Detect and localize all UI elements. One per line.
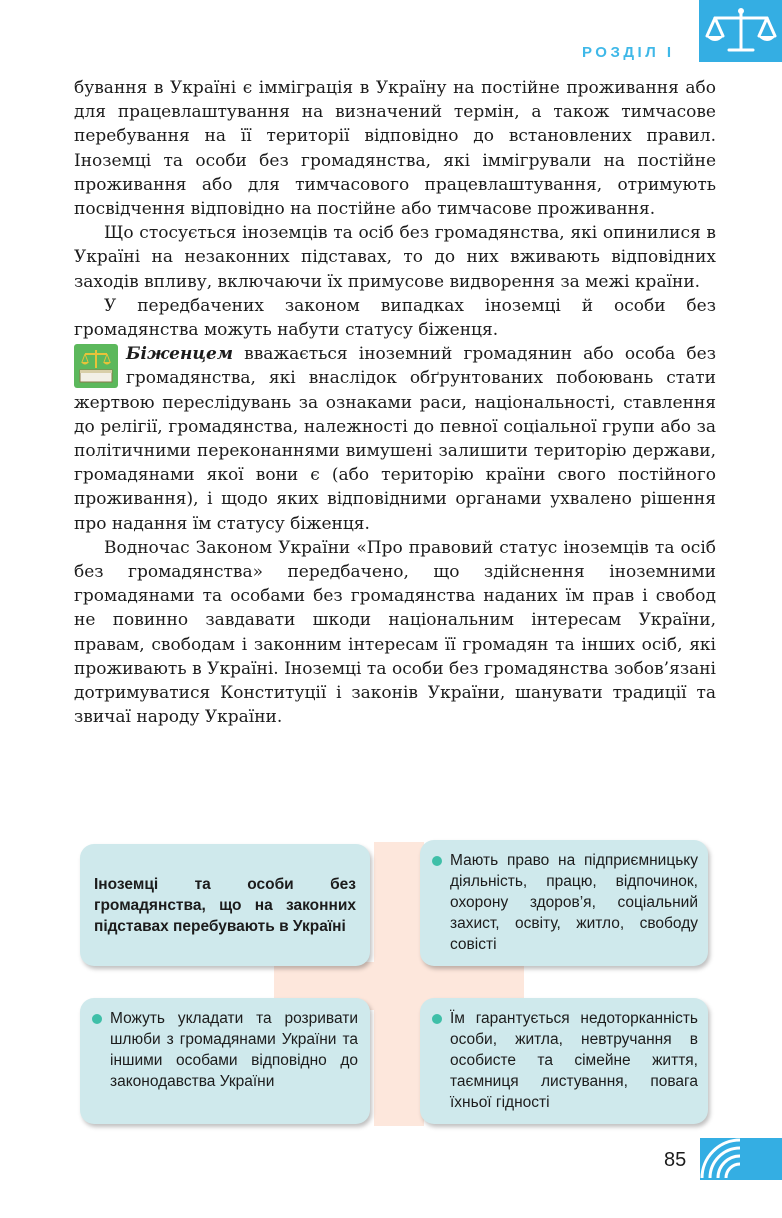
diagram-center-title: Іноземці та особи без громадянства, що на законних підставах перебувають в Україні [80,844,370,966]
header-tab [699,0,782,62]
diagram-box-guarantees: Їм гарантується недоторканність особи, житла, невтручання в особисте та сімейне життя, таємниця листування, повага їхньої гідності [420,998,708,1124]
main-text [74,76,716,729]
paragraph: Що стосується іноземців та осіб без громадянства, які опинилися в Україні на незаконних підставах, то до них вживають відповідних заходів впливу, включаючи їх примусове видворення за межі країни. [74,223,716,292]
paragraph: Водночас Законом України «Про правовий статус іноземців та осіб без громадянства» передбачено, що здійснення іноземними громадянами та особами без громадянства наданих їм прав і свобод не повинно завдавати шкоди національним інтересам України, правам, свободам і законним інтересам її громадян та інших осіб, які проживають в Україні. Іноземці та особи без громадянства зобов’язані дотримуватися Конституції і законів України, шанувати традиції та звичаї народу України. [74,537,716,728]
definition-text: вважається іноземний громадянин або особа без громадянства, які внаслідок обґрунтованих побоювань стати жертвою переслідувань за ознаками раси, національності, ставлення до релігії, громадянства, належності до певної соціальної групи або за політичними переконаннями вимушені залишити територію держави, громадянами якої вони є (або територію країни свого постійного проживання), і щодо яких відповідними органами ухвалено рішення про надання їм статусу біженця. [74,344,716,534]
page-number: 85 [664,1149,687,1171]
bullet-icon [432,1014,442,1024]
scales-icon [703,6,779,56]
diagram-box-marriage: Можуть укладати та розривати шлюби з громадянами України та іншими особами відповідно до законодавства України [80,998,370,1124]
footer-tab [700,1138,782,1180]
paragraph: бування в Україні є імміграція в Україну на постійне проживання або для працевлаштування на визначений термін, а також тимчасове перебування на її території відповідно до встановлених правил. Іноземці та особи без громадянства, які іммігрували на постійне проживання або для тимчасового працевлаштування, отримують посвідчення відповідно на постійне або тимчасове проживання. [74,78,716,220]
definition-paragraph [74,342,716,536]
section-label: РОЗДІЛ І [582,44,675,61]
rights-diagram [78,838,710,1128]
wave-lines-icon [700,1138,782,1180]
paragraph: У передбачених законом випадках іноземці й особи без громадянства можуть набути статусу біженця. [74,295,716,341]
bullet-icon [432,856,442,866]
definition-term: Біженцем [126,344,234,365]
law-book-icon [74,344,118,388]
diagram-box-rights: Мають право на підприємницьку діяльність, працю, відпочинок, охорону здоров’я, соціальний захист, освіту, житло, свободу совісті [420,840,708,966]
bullet-icon [92,1014,102,1024]
